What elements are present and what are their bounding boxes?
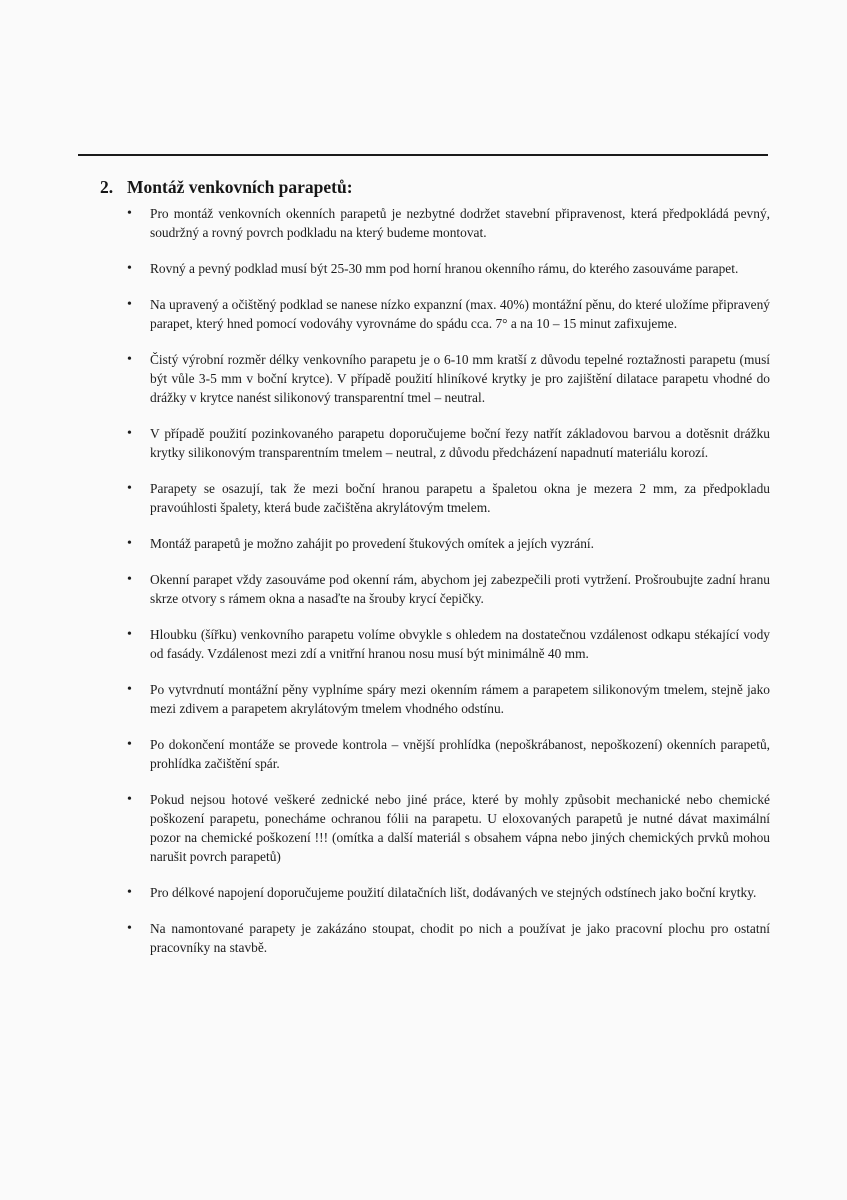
top-divider-rule bbox=[78, 154, 768, 156]
bullet-item: • Rovný a pevný podklad musí být 25-30 mm pod horní hranou okenního rámu, do kterého zasouváme parapet. bbox=[150, 259, 770, 278]
bullet-item: • Čistý výrobní rozměr délky venkovního parapetu je o 6-10 mm kratší z důvodu tepelné roztažnosti parapetu (musí být vůle 3-5 mm v boční krytce). V případě použití hliníkové krytky je pro zajištění dilatace parapetu vhodné do drážky v krytce nanést silikonový transparentní tmel – neutral. bbox=[150, 350, 770, 407]
bullet-item: • Pro montáž venkovních okenních parapetů je nezbytné dodržet stavební připravenost, která předpokládá pevný, soudržný a rovný povrch podkladu na který budeme montovat. bbox=[150, 204, 770, 242]
bullet-item: • Hloubku (šířku) venkovního parapetu volíme obvykle s ohledem na dostatečnou vzdálenost odkapu stékající vody od fasády. Vzdálenost mezi zdí a vnitřní hranou nosu musí být minimálně 40 mm. bbox=[150, 625, 770, 663]
section-title: Montáž venkovních parapetů: bbox=[127, 177, 353, 197]
section-number: 2. bbox=[100, 177, 114, 197]
bullet-item: • Pro délkové napojení doporučujeme použití dilatačních lišt, dodávaných ve stejných odstínech jako boční krytky. bbox=[150, 883, 770, 902]
bullet-item: • Pokud nejsou hotové veškeré zednické nebo jiné práce, které by mohly způsobit mechanické nebo chemické poškození parapetu, ponecháme ochranou fólii na parapetu. U eloxovaných parapetů je nutné dávat maximální pozor na chemické poškození !!! (omítka a další materiál s obsahem vápna nebo jiných chemických prvků mohou narušit povrch parapetů) bbox=[150, 790, 770, 866]
bullet-item: • Na upravený a očištěný podklad se nanese nízko expanzní (max. 40%) montážní pěnu, do které uložíme připravený parapet, který hned pomocí vodováhy vyrovnáme do spádu cca. 7° a na 10 – 15 minut zafixujeme. bbox=[150, 295, 770, 333]
bullet-item: • Na namontované parapety je zakázáno stoupat, chodit po nich a používat je jako pracovní plochu pro ostatní pracovníky na stavbě. bbox=[150, 919, 770, 957]
bullet-list bbox=[100, 204, 770, 957]
bullet-item: • Po vytvrdnutí montážní pěny vyplníme spáry mezi okenním rámem a parapetem silikonovým tmelem, stejně jako mezi zdivem a parapetem akrylátovým tmelem vhodného odstínu. bbox=[150, 680, 770, 718]
bullet-item: • Okenní parapet vždy zasouváme pod okenní rám, abychom jej zabezpečili proti vytržení. Prošroubujte zadní hranu skrze otvory s rámem okna a nasaďte na šrouby krycí čepičky. bbox=[150, 570, 770, 608]
document-content bbox=[100, 178, 770, 974]
bullet-item: • Po dokončení montáže se provede kontrola – vnější prohlídka (nepoškrábanost, nepoškození) okenních parapetů, prohlídka začištění spár. bbox=[150, 735, 770, 773]
bullet-item: • V případě použití pozinkovaného parapetu doporučujeme boční řezy natřít základovou barvou a dotěsnit drážku krytky silikonovým transparentním tmelem – neutral, z důvodu předcházení napadnutí materiálu korozí. bbox=[150, 424, 770, 462]
bullet-item: • Parapety se osazují, tak že mezi boční hranou parapetu a špaletou okna je mezera 2 mm, za předpokladu pravoúhlosti špalety, která bude začištěna akrylátovým tmelem. bbox=[150, 479, 770, 517]
bullet-item: • Montáž parapetů je možno zahájit po provedení štukových omítek a jejích vyzrání. bbox=[150, 534, 770, 553]
section-heading bbox=[100, 178, 770, 197]
